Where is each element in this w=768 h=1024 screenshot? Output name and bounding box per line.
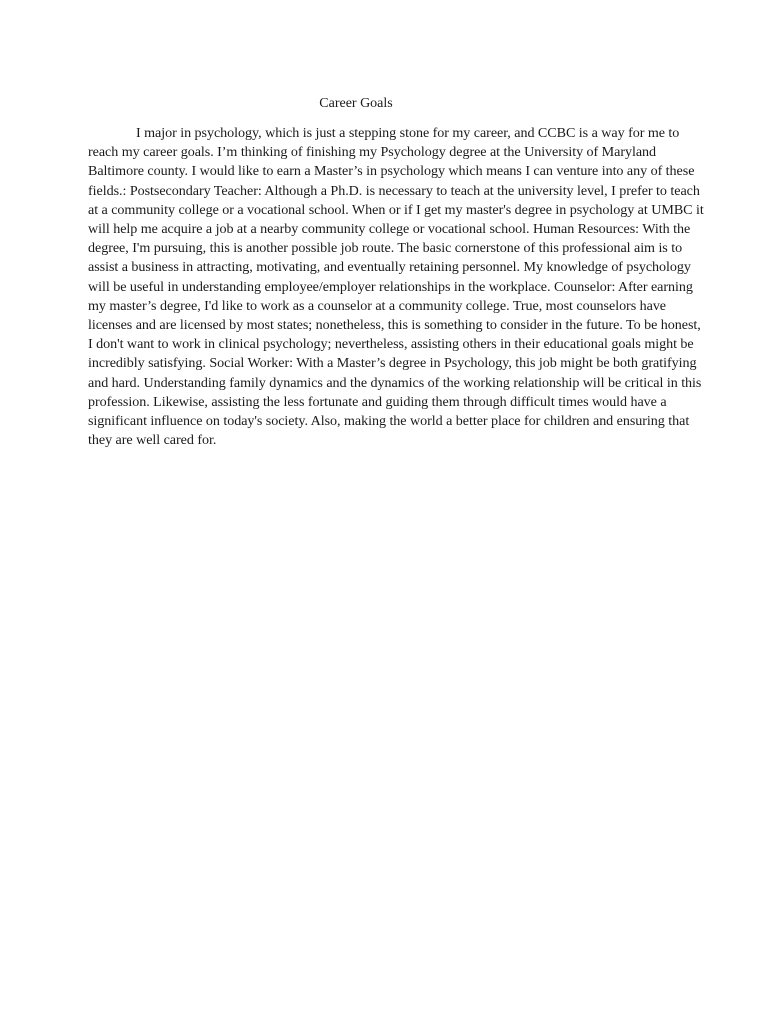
document-title: Career Goals xyxy=(319,96,393,111)
body-paragraph: I major in psychology, which is just a stepping stone for my career, and CCBC is a way for me to reach my career goals. I’m thinking of finishing my Psychology degree at the University of Maryland Baltimore county. I would like to earn a Master’s in psychology which means I can venture into any of these fields.: Postsecondary Teacher: Although a Ph.D. is necessary to teach at the university level, I prefer to teach at a community college or a vocational school. When or if I get my master's degree in psychology at UMBC it will help me acquire a job at a nearby community college or vocational school. Human Resources: With the degree, I'm pursuing, this is another possible job route. The basic cornerstone of this professional aim is to assist a business in attracting, motivating, and eventually retaining personnel. My knowledge of psychology will be useful in understanding employee/employer relationships in the workplace. Counselor: After earning my master’s degree, I'd like to work as a counselor at a community college. True, most counselors have licenses and are licensed by most states; nonetheless, this is something to consider in the future. To be honest, I don't want to work in clinical psychology; nevertheless, assisting others in their educational goals might be incredibly satisfying. Social Worker: With a Master’s degree in Psychology, this job might be both gratifying and hard. Understanding family dynamics and the dynamics of the working relationship will be critical in this profession. Likewise, assisting the less fortunate and guiding them through difficult times would have a significant influence on today's society. Also, making the world a better place for children and ensuring that they are well cared for. xyxy=(88,125,704,449)
